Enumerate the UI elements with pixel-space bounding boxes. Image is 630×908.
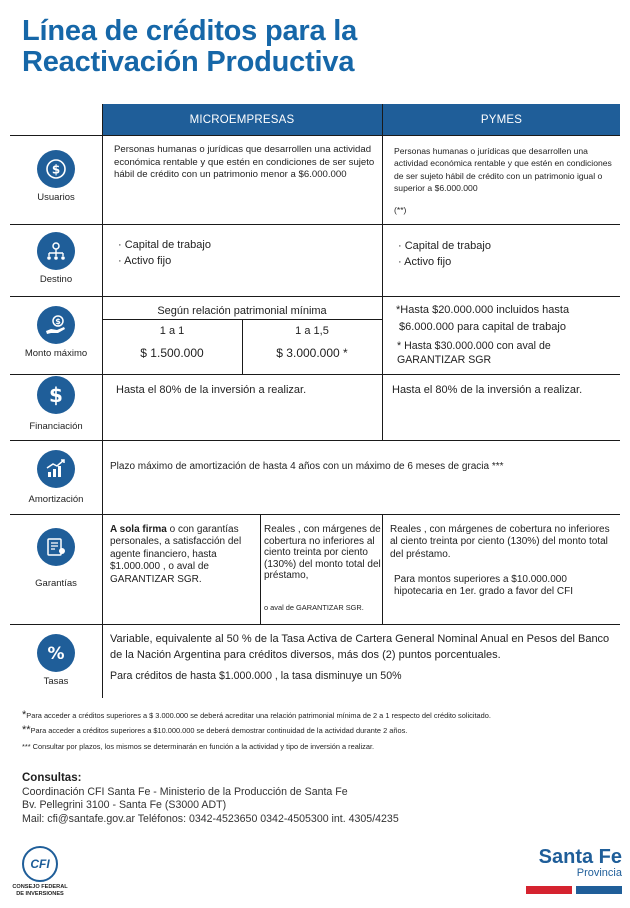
percent-icon (37, 634, 75, 672)
svg-text:$: $ (55, 317, 61, 326)
monto-micro-heading: Según relación patrimonial mínima (157, 305, 327, 317)
footnotes (22, 708, 622, 754)
header-microempresas: MICROEMPRESAS (102, 104, 382, 136)
page-title (22, 16, 582, 78)
row-label-tasas: Tasas (43, 676, 69, 687)
svg-text:%: % (47, 644, 65, 664)
row-label-destino: Destino (39, 274, 73, 285)
dollar-icon (37, 376, 75, 414)
monto-pymes-line: *Hasta $20.000.000 incluidos hasta (396, 304, 570, 316)
svg-text:$: $ (49, 383, 63, 407)
garantias-mid-small: o aval de GARANTIZAR SGR. (264, 603, 364, 612)
garantias-micro-rest: o con garantías personales, a satisfacción del agente financiero, hasta $1.000.000 , o aval de GARANTIZAR SGR. (110, 524, 242, 585)
column-divider (382, 104, 383, 440)
row-tasas-header (10, 634, 102, 687)
financiacion-pymes: Hasta el 80% de la inversión a realizar. (392, 384, 583, 396)
garantias-micro (110, 524, 258, 586)
tasas-reduction: Para créditos de hasta $1.000.000 , la tasa disminuye un 50% (110, 670, 402, 682)
title-line-2: Reactivación Productiva (22, 46, 355, 78)
row-label-financiacion: Financiación (29, 421, 83, 432)
footnote-2 (22, 723, 622, 738)
footnote-2-text: Para acceder a créditos superiores a $10.000.000 se deberá demostrar continuidad de la actividad durante 2 años. (30, 726, 408, 735)
monto-value-b: $ 3.000.000 * (276, 346, 348, 360)
user-dollar-icon (37, 150, 75, 188)
destino-micro-item: · Activo fijo (118, 255, 172, 267)
row-financiacion-header (10, 376, 102, 432)
santa-fe-name: Santa Fe (538, 846, 622, 868)
row-label-usuarios: Usuarios (37, 192, 75, 203)
hand-money-icon (37, 306, 75, 344)
contact-line: Coordinación CFI Santa Fe - Ministerio de la Producción de Santa Fe (22, 785, 348, 798)
footnote-1-mark: * (22, 709, 27, 721)
santa-fe-provincia: Provincia (576, 867, 622, 879)
monto-ratio-a: 1 a 1 (159, 325, 185, 337)
row-usuarios-header (10, 150, 102, 203)
row-label-garantias: Garantías (35, 578, 77, 589)
credit-table (10, 104, 620, 698)
column-divider (382, 514, 383, 624)
row-garantias-header (10, 528, 102, 589)
cfi-name-line: DE INVERSIONES (16, 891, 64, 897)
network-icon (37, 232, 75, 270)
row-amortizacion-header (10, 450, 102, 505)
garantias-pymes-mortgage: Para montos superiores a $10.000.000 hipotecaria en 1er. grado a favor del CFI (394, 574, 573, 598)
column-divider (102, 104, 103, 698)
monto-pymes-line: * Hasta $30.000.000 con aval de (397, 340, 551, 352)
garantias-pymes: Reales , con márgenes de cobertura no inferiores al ciento treinta por ciento (130%) del monto total del préstamo. (390, 524, 610, 560)
destino-micro-item: · Capital de trabajo (118, 239, 211, 251)
title-line-1: Línea de créditos para la (22, 15, 358, 47)
contact-line: Bv. Pellegrini 3100 - Santa Fe (S3000 ADT) (22, 799, 227, 811)
amortizacion-text: Plazo máximo de amortización de hasta 4 años con un máximo de 6 meses de gracia *** (110, 461, 504, 472)
financiacion-micro: Hasta el 80% de la inversión a realizar. (116, 384, 307, 396)
usuarios-pymes-note: (**) (394, 205, 407, 215)
contact-info (22, 772, 622, 826)
santa-fe-logo (516, 846, 622, 879)
footnote-1-text: Para acceder a créditos superiores a $ 3.000.000 se deberá acreditar una relación patrimonial mínima de 2 a 1 respecto del crédito solicitado. (26, 711, 491, 720)
cfi-mark: CFI (22, 846, 58, 882)
header-pymes: PYMES (383, 104, 620, 136)
row-label-monto: Monto máximo (24, 348, 88, 359)
footnote-1 (22, 708, 622, 723)
destino-pymes-item: · Capital de trabajo (398, 240, 491, 252)
svg-text:$: $ (51, 162, 61, 177)
subrow-divider (102, 319, 382, 320)
row-label-amortizacion: Amortización (28, 494, 84, 505)
monto-value-a: $ 1.500.000 (140, 346, 204, 360)
document-seal-icon (37, 528, 75, 566)
usuarios-micro: Personas humanas o jurídicas que desarrollen una actividad económica rentable y que estén en condiciones de ser sujeto hábil de crédito con un patrimonio menor a $6.000.000 (114, 144, 375, 181)
row-destino-header (10, 232, 102, 285)
monto-ratio-b: 1 a 1,5 (295, 325, 329, 337)
column-divider (260, 514, 261, 624)
cfi-name-line: CONSEJO FEDERAL (12, 884, 68, 890)
contact-line: Mail: cfi@santafe.gov.ar Teléfonos: 0342-4523650 0342-4505300 int. 4305/4235 (22, 812, 399, 825)
growth-chart-icon (37, 450, 75, 488)
cfi-name (8, 884, 72, 898)
cfi-logo (8, 846, 72, 898)
row-monto-header (10, 306, 102, 359)
monto-pymes-line: $6.000.000 para capital de trabajo (399, 321, 566, 333)
monto-pymes-line: GARANTIZAR SGR (397, 354, 492, 366)
santa-fe-color-bars (526, 886, 622, 894)
contact-title: Consultas: (22, 772, 82, 784)
tasas-text: Variable, equivalente al 50 % de la Tasa Activa de Cartera General Nominal Anual en Pesos del Banco de la Nación Argentina para créditos diversos, más dos (2) puntos porcentuales. (110, 633, 610, 661)
garantias-mid: Reales , con márgenes de cobertura no inferiores al ciento treinta por ciento (130%) del monto total del préstamo, (264, 524, 381, 582)
usuarios-pymes: Personas humanas o jurídicas que desarrollen una actividad económica rentable y que estén en condiciones de ser sujeto hábil de crédito con un patrimonio igual o superior a $6.000.000 (394, 146, 612, 194)
footnote-2-mark: ** (22, 724, 31, 736)
destino-pymes-item: · Activo fijo (398, 256, 452, 268)
footnote-3: *** Consultar por plazos, los mismos se determinarán en función a la actividad y tipo de inversión a realizar. (22, 742, 375, 751)
garantias-micro-bold: A sola firma (110, 524, 167, 535)
